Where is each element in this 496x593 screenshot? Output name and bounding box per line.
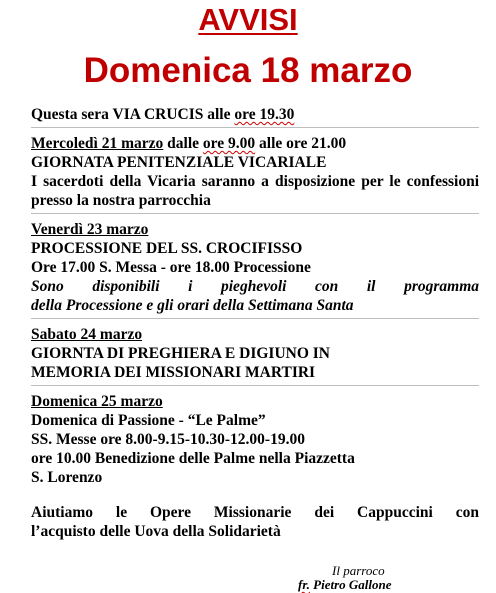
signature-role: Il parroco xyxy=(332,563,385,578)
penitential-time-end: alle ore 21.00 xyxy=(255,135,347,152)
penitential-body: I sacerdoti della Vicaria saranno a disposizione per le confessioni presso la nostra parrocchia xyxy=(31,173,479,209)
page-subtitle: Domenica 18 marzo xyxy=(83,51,413,90)
via-crucis-time: ore 19.30 xyxy=(234,106,295,123)
procession-note-line2: della Processione e gli orari della Settimana Santa xyxy=(31,297,354,314)
notice-prayer-day xyxy=(31,325,479,386)
penitential-date: Mercoledì 21 marzo xyxy=(31,135,164,152)
notice-via-crucis xyxy=(31,105,479,128)
palm-date: Domenica 25 marzo xyxy=(31,393,163,410)
penitential-heading: GIORNATA PENITENZIALE VICARIALE xyxy=(31,154,327,171)
appeal-line2: l’acquisto delle Uova della Solidarietà xyxy=(31,523,281,540)
penitential-from: dalle xyxy=(163,135,203,152)
palm-line2: SS. Messe ore 8.00-9.15-10.30-12.00-19.00 xyxy=(31,431,305,448)
notice-penitential-day xyxy=(31,134,479,214)
prayer-heading-line1: GIORNTA DI PREGHIERA E DIGIUNO IN xyxy=(31,345,330,362)
palm-line3: ore 10.00 Benedizione delle Palme nella Piazzetta xyxy=(31,450,355,467)
via-crucis-text: Questa sera VIA CRUCIS alle xyxy=(31,106,235,123)
signature-name xyxy=(298,577,392,593)
notice-palm-sunday xyxy=(31,392,479,544)
penitential-time-start: ore 9.00 xyxy=(202,135,256,152)
procession-note-line1: Sono disponibili i pieghevoli con il programma xyxy=(31,278,479,295)
procession-heading: PROCESSIONE DEL SS. CROCIFISSO xyxy=(31,240,303,257)
page-title: AVVISI xyxy=(198,2,298,37)
prayer-heading-line2: MEMORIA DEI MISSIONARI MARTIRI xyxy=(31,364,316,381)
signature-person: Pietro Gallone xyxy=(309,577,392,592)
notices-body xyxy=(31,105,479,550)
palm-line1: Domenica di Passione - “Le Palme” xyxy=(31,412,266,429)
procession-times: Ore 17.00 S. Messa - ore 18.00 Processione xyxy=(31,259,311,276)
notice-procession xyxy=(31,220,479,319)
prayer-date: Sabato 24 marzo xyxy=(31,326,143,343)
appeal-line1: Aiutiamo le Opere Missionarie dei Cappuccini con xyxy=(31,504,479,521)
procession-date: Venerdì 23 marzo xyxy=(31,221,149,238)
palm-line4: S. Lorenzo xyxy=(31,469,103,486)
signature-prefix: fr. xyxy=(298,577,310,592)
